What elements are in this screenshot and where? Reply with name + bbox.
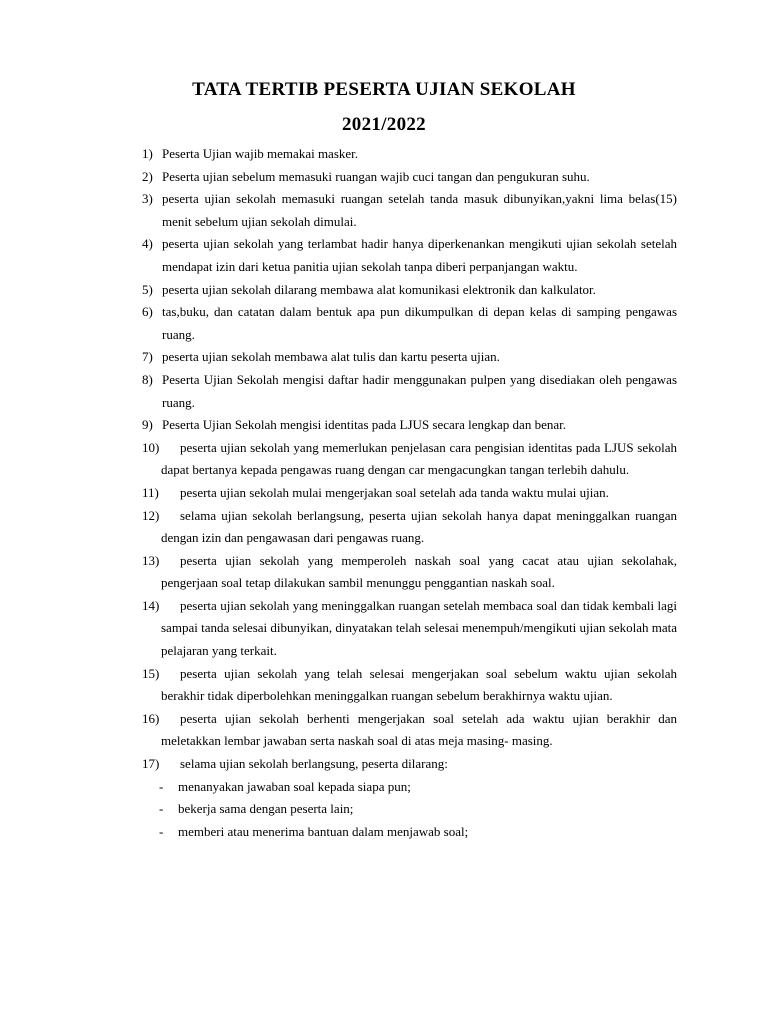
rule-text: peserta ujian sekolah memasuki ruangan setelah tanda masuk dibunyikan,yakni lima belas(15) menit sebelum ujian sekolah dimulai.: [162, 191, 677, 229]
rule-item: [142, 188, 677, 233]
document-title: TATA TERTIB PESERTA UJIAN SEKOLAH: [192, 79, 576, 100]
rule-number: 2): [142, 168, 153, 184]
rule-item: [142, 346, 677, 369]
prohibition-item: [142, 821, 677, 844]
rule-text: peserta ujian sekolah membawa alat tulis dan kartu peserta ujian.: [162, 349, 500, 365]
rule-text: selama ujian sekolah berlangsung, peserta dilarang:: [180, 756, 448, 772]
rule-text: peserta ujian sekolah dilarang membawa alat komunikasi elektronik dan kalkulator.: [162, 281, 596, 297]
rule-text: Peserta ujian sebelum memasuki ruangan wajib cuci tangan dan pengukuran suhu.: [162, 168, 590, 184]
rule-text: peserta ujian sekolah yang memerlukan penjelasan cara pengisian identitas pada LJUS sekolah dapat bertanya kepada pengawas ruang dengan car mengacungkan tangan terlebih dahulu.: [161, 439, 677, 478]
rule-item: [142, 663, 677, 708]
rule-number: 12): [142, 507, 160, 523]
document-year: 2021/2022: [342, 114, 426, 135]
rule-item: [142, 414, 677, 437]
rule-number: 9): [142, 417, 153, 433]
rule-item: [142, 369, 677, 414]
rule-item: [142, 482, 677, 505]
rule-item: [142, 437, 677, 482]
bullet-dash: -: [159, 823, 164, 839]
rule-text: peserta ujian sekolah yang terlambat hadir hanya diperkenankan mengikuti ujian sekolah setelah mendapat izin dari ketua panitia ujian sekolah tanpa diberi perpanjangan waktu.: [162, 236, 677, 274]
rule-number: 10): [142, 439, 160, 455]
rule-number: 11): [142, 484, 159, 500]
prohibition-text: menanyakan jawaban soal kepada siapa pun;: [178, 778, 411, 794]
rule-number: 7): [142, 349, 153, 365]
rule-item: [142, 550, 677, 595]
rule-item: [142, 595, 677, 663]
prohibition-text: bekerja sama dengan peserta lain;: [178, 801, 354, 817]
rule-text: peserta ujian sekolah berhenti mengerjakan soal setelah ada waktu ujian berakhir dan meletakkan lembar jawaban serta naskah soal di atas meja masing- masing.: [161, 710, 677, 749]
bullet-dash: -: [159, 801, 164, 817]
rule-number: 17): [142, 756, 160, 772]
rule-item: [142, 279, 677, 302]
rule-item: [142, 505, 677, 550]
rule-text: peserta ujian sekolah yang memperoleh naskah soal yang cacat atau ujian sekolahak, pengerjaan soal tetap dilakukan sambil menunggu penggantian naskah soal.: [161, 552, 677, 591]
rule-text: Peserta Ujian Sekolah mengisi daftar hadir menggunakan pulpen yang disediakan oleh pengawas ruang.: [162, 371, 677, 410]
rule-number: 14): [142, 597, 160, 613]
rule-text: Peserta Ujian wajib memakai masker.: [162, 146, 359, 161]
rule-text: peserta ujian sekolah yang telah selesai mengerjakan soal sebelum waktu ujian sekolah berakhir tidak diperbolehkan meninggalkan ruangan sebelum berakhirnya waktu ujian.: [161, 665, 677, 704]
rule-number: 4): [142, 236, 153, 252]
prohibition-text: memberi atau menerima bantuan dalam menjawab soal;: [178, 823, 469, 839]
rule-number: 1): [142, 146, 153, 161]
rule-item: [142, 166, 677, 189]
prohibition-item: [142, 798, 677, 821]
rule-text: selama ujian sekolah berlangsung, peserta ujian sekolah hanya dapat meninggalkan ruangan dengan izin dan pengawasan dari pengawas ruang.: [161, 507, 677, 546]
rule-item: [142, 143, 677, 166]
rule-item: [142, 708, 677, 753]
rule-item: [142, 753, 677, 776]
rules-list: [142, 143, 677, 843]
rule-item: [142, 301, 677, 346]
rule-number: 5): [142, 281, 153, 297]
rule-item: [142, 233, 677, 278]
rule-number: 15): [142, 665, 160, 681]
rule-text: peserta ujian sekolah yang meninggalkan ruangan setelah membaca soal dan tidak kembali lagi sampai tanda selesai dibunyikan, dinyatakan telah selesai menempuh/mengikuti ujian sekolah mata pelajaran yang terkait.: [161, 597, 677, 659]
rule-text: tas,buku, dan catatan dalam bentuk apa pun dikumpulkan di depan kelas di samping pengawas ruang.: [162, 304, 677, 342]
rule-text: peserta ujian sekolah mulai mengerjakan soal setelah ada tanda waktu mulai ujian.: [180, 484, 609, 500]
rule-number: 16): [142, 710, 160, 726]
rule-text: Peserta Ujian Sekolah mengisi identitas pada LJUS secara lengkap dan benar.: [162, 417, 566, 433]
bullet-dash: -: [159, 778, 164, 794]
rule-number: 6): [142, 304, 153, 320]
rule-number: 3): [142, 191, 153, 207]
rule-number: 13): [142, 552, 160, 568]
rule-number: 8): [142, 371, 153, 387]
prohibition-item: [142, 776, 677, 799]
